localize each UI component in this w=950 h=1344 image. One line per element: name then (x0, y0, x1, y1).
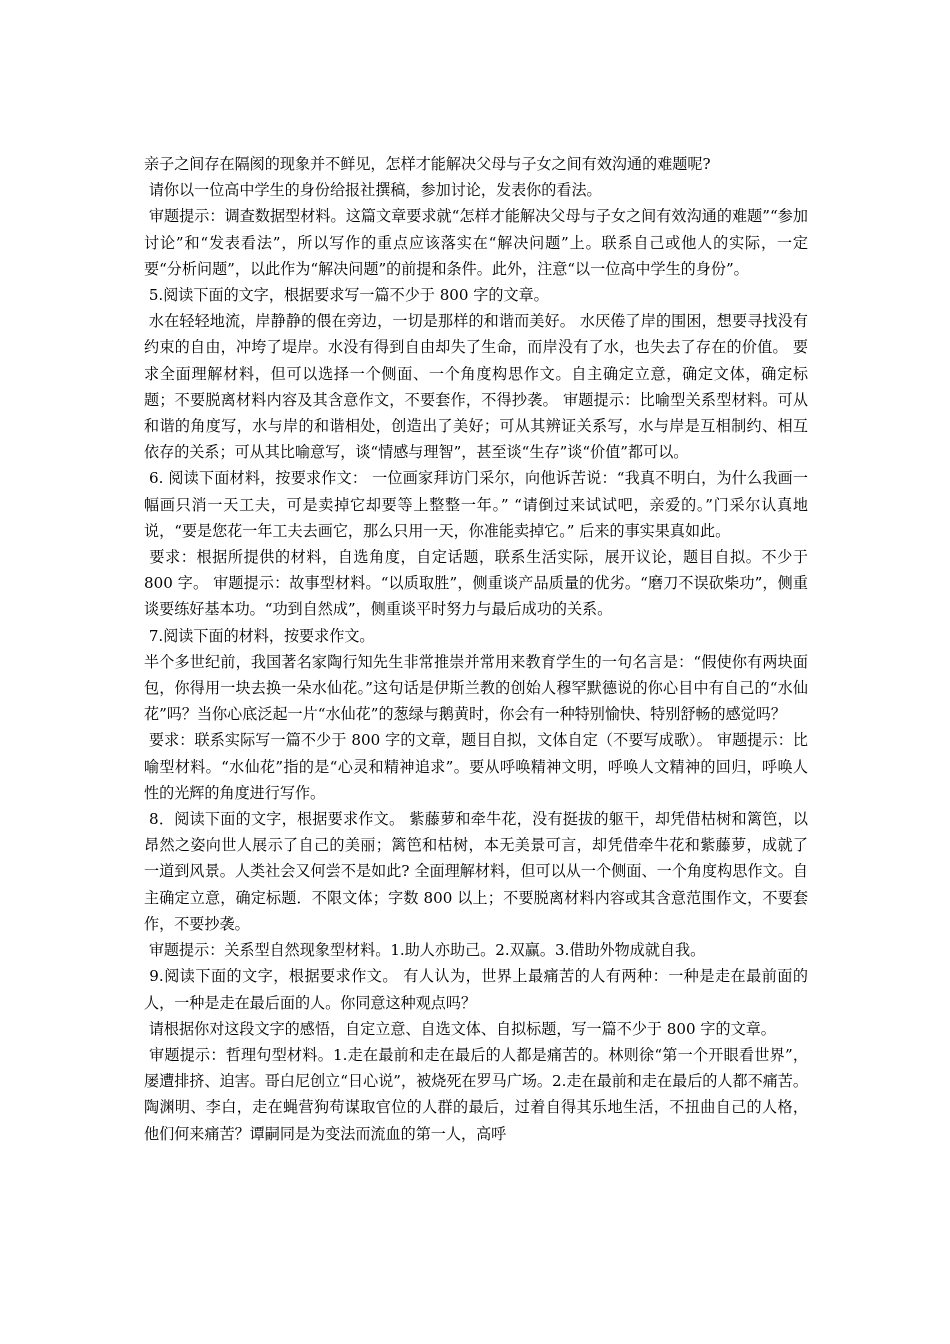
paragraph: 要求：联系实际写一篇不少于 800 字的文章，题目自拟，文体自定（不要写成歌）。 审题提示：比喻型材料。“水仙花”指的是“心灵和精神追求”。要从呼唤精神文明，呼唤人文精神的回归，呼唤人性的光辉的角度进行写作。 (144, 731, 808, 802)
paragraph: 要求：根据所提供的材料，自选角度，自定话题，联系生活实际，展开议论，题目自拟。不少于 800 字。 审题提示：故事型材料。“以质取胜”，侧重谈产品质量的优劣。“磨刀不误砍柴功”，侧重谈要练好基本功。“功到自然成”，侧重谈平时努力与最后成功的关系。 (144, 548, 813, 619)
question-heading: 8．阅读下面的文字，根据要求作文。 紫藤萝和牵牛花，没有挺拔的躯干，却凭借枯树和篱笆，以昂然之姿向世人展示了自己的美丽；篱笆和枯树，本无美景可言，却凭借牵牛花和紫藤萝，成就了一道到风景。人类社会又何尝不是如此? 全面理解材料，但可以从一个侧面、一个角度构思作文。自主确定立意，确定标题．不限文体；字数 800 以上；不要脱离材料内容或其含意范围作文，不要套作，不要抄袭。 (144, 810, 808, 933)
document-body (144, 151, 813, 1147)
question-heading: 6. 阅读下面材料，按要求作文： 一位画家拜访门采尔，向他诉苦说：“我真不明白，为什么我画一幅画只消一天工夫，可是卖掉它却要等上整整一年。” “请倒过来试试吧，亲爱的。”门采尔认真地说，“要是您花一年工夫去画它，那么只用一天，你准能卖掉它。” 后来的事实果真如此。 (144, 469, 808, 540)
paragraph: 半个多世纪前，我国著名家陶行知先生非常推崇并常用来教育学生的一句名言是：“假使你有两块面包，你得用一块去换一朵水仙花。”这句话是伊斯兰教的创始人穆罕默德说的你心目中有自己的“水仙花”吗？当你心底泛起一片“水仙花”的葱绿与鹅黄时，你会有一种特别愉快、特别舒畅的感觉吗？ (144, 652, 808, 724)
question-heading: 5.阅读下面的文字，根据要求写一篇不少于 800 字的文章。 (144, 286, 549, 305)
question-heading: 7.阅读下面的材料，按要求作文。 (144, 626, 375, 645)
paragraph: 审题提示：哲理句型材料。1.走在最前和走在最后的人都是痛苦的。林则徐“第一个开眼看世界”，屡遭排挤、迫害。哥白尼创立“日心说”，被烧死在罗马广场。2.走在最前和走在最后的人都不痛苦。陶渊明、李白，走在蝇营狗苟谋取官位的人群的最后，过着自得其乐地生活，不扭曲自己的人格，他们何来痛苦？谭嗣同是为变法而流血的第一人，高呼 (144, 1045, 808, 1143)
question-heading: 9.阅读下面的文字，根据要求作文。 有人认为，世界上最痛苦的人有两种：一种是走在最前面的人，一种是走在最后面的人。你同意这种观点吗？ (144, 967, 808, 1012)
paragraph: 请你以一位高中学生的身份给报社撰稿，参加讨论，发表你的看法。 (144, 181, 602, 200)
paragraph: 审题提示：调查数据型材料。这篇文章要求就“怎样才能解决父母与子女之间有效沟通的难题”“参加讨论”和“发表看法”，所以写作的重点应该落实在“解决问题”上。联系自己或他人的实际，一定要“分析问题”，以此作为“解决问题”的前提和条件。此外，注意“以一位高中学生的身份”。 (144, 207, 808, 278)
paragraph: 水在轻轻地流，岸静静的偎在旁边，一切是那样的和谐而美好。 水厌倦了岸的围困，想要寻找没有约束的自由，冲垮了堤岸。水没有得到自由却失了生命，而岸没有了水，也失去了存在的价值。 要求全面理解材料，但可以选择一个侧面、一个角度构思作文。自主确定立意，确定文体，确定标题；不要脱离材料内容及其含意作文，不要套作，不得抄袭。 审题提示：比喻型关系型材料。可从和谐的角度写，水与岸的和谐相处，创造出了美好；可从其辨证关系写，水与岸是互相制约、相互依存的关系；可从其比喻意写，谈“情感与理智”，甚至谈“生存”谈“价值”都可以。 (144, 312, 808, 462)
paragraph: 请根据你对这段文字的感悟，自定立意、自选文体、自拟标题，写一篇不少于 800 字的文章。 (144, 1019, 776, 1038)
paragraph: 亲子之间存在隔阂的现象并不鲜见，怎样才能解决父母与子女之间有效沟通的难题呢? (144, 155, 711, 173)
paragraph: 审题提示：关系型自然现象型材料。1.助人亦助己。2.双赢。3.借助外物成就自我。 (144, 941, 706, 960)
